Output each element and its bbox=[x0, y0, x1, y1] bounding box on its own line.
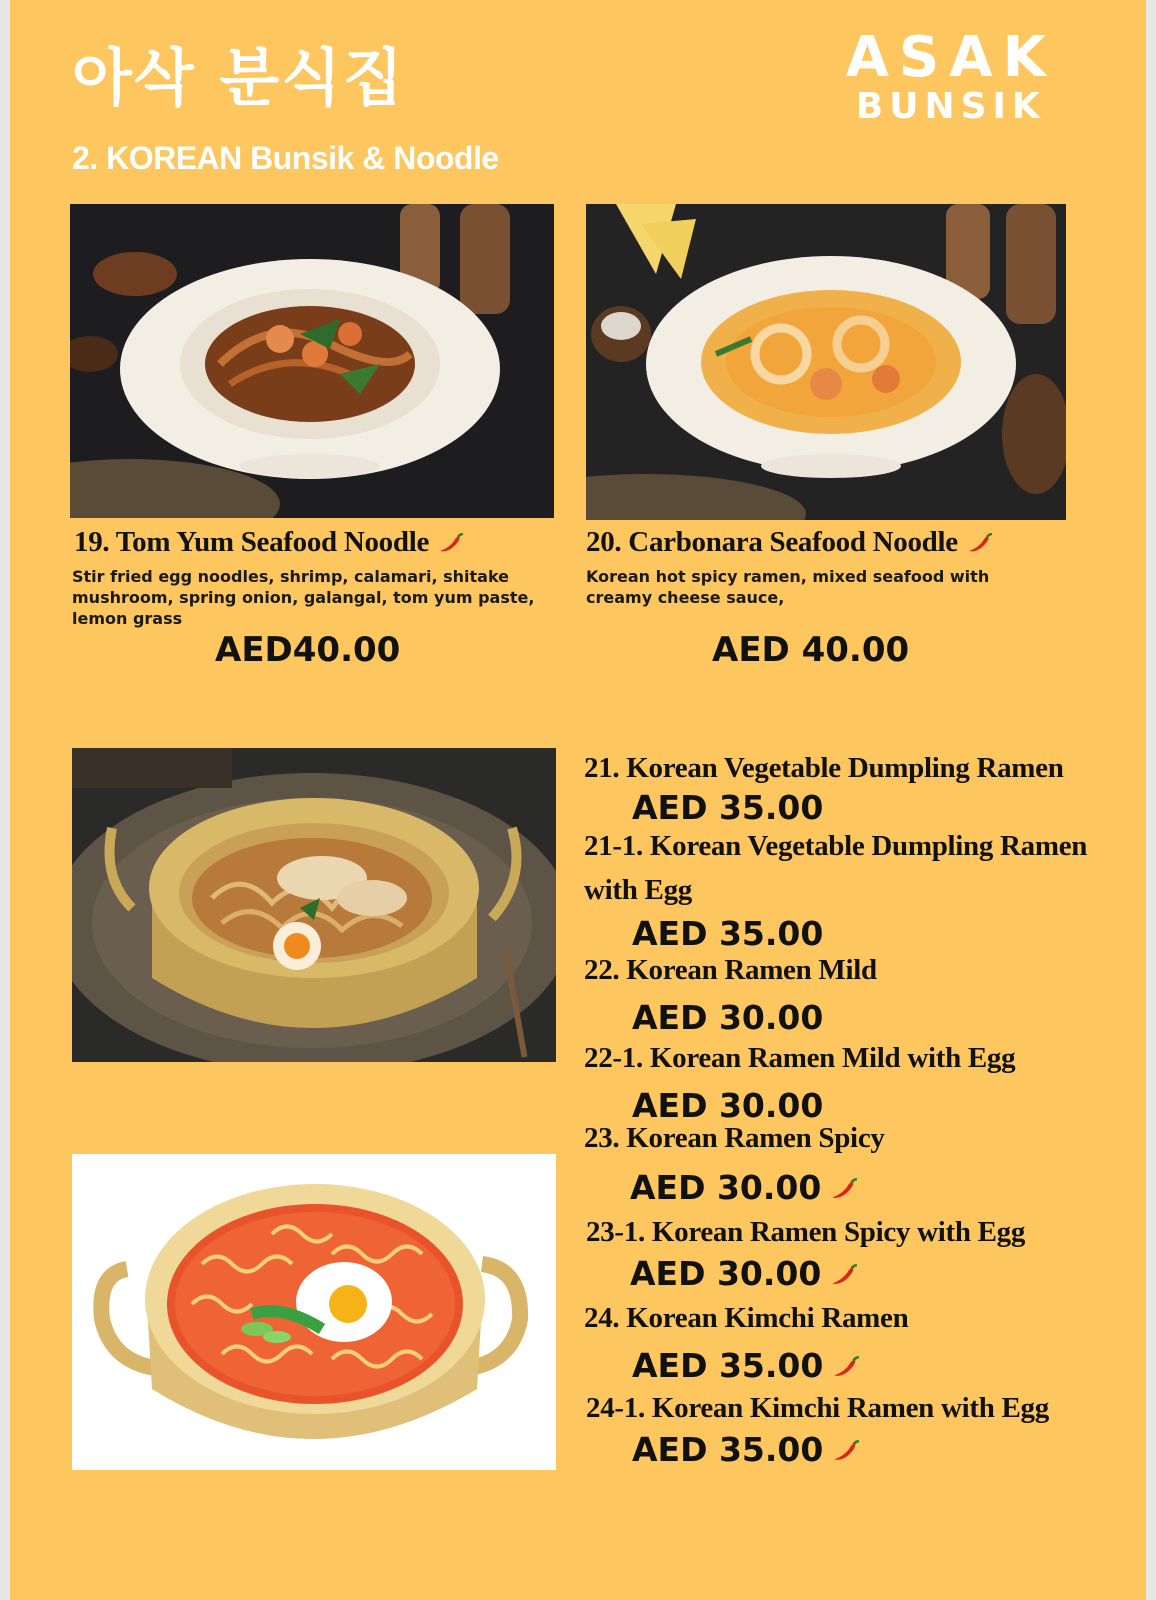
ramen-21-1-name: 21-1. Korean Vegetable Dumpling Ramen bbox=[584, 830, 1088, 862]
ramen-22-1-price: AED 30.00 bbox=[632, 1086, 824, 1125]
tom-yum-noodle-photo bbox=[70, 204, 554, 518]
brand-korean-title: 아삭 분식집 bbox=[72, 41, 406, 114]
ramen-23-1-name: 23-1. Korean Ramen Spicy with Egg bbox=[586, 1216, 1026, 1248]
ramen-24-1-name: 24-1. Korean Kimchi Ramen with Egg bbox=[586, 1392, 1049, 1424]
section-title: 2. KOREAN Bunsik & Noodle bbox=[72, 140, 499, 176]
ramen-24-name: 24. Korean Kimchi Ramen bbox=[584, 1302, 909, 1334]
ramen-21-1-name-line2: with Egg bbox=[584, 874, 692, 906]
ramen-21-price: AED 35.00 bbox=[632, 788, 824, 827]
logo-line-2: BUNSIK bbox=[855, 86, 1046, 127]
ramen-23-price-value: AED 30.00 bbox=[630, 1168, 822, 1207]
ramen-24-price bbox=[632, 1346, 861, 1385]
item-19-description: Stir fried egg noodles, shrimp, calamari, shitake mushroom, spring onion, galangal, tom yum paste, lemon grass bbox=[72, 567, 535, 628]
dumpling-ramen-photo bbox=[72, 748, 556, 1062]
ramen-24-price-value: AED 35.00 bbox=[632, 1346, 824, 1385]
chili-pepper-icon bbox=[437, 533, 465, 555]
item-19-title bbox=[74, 526, 465, 559]
chili-pepper-icon bbox=[831, 1440, 861, 1464]
item-19-price: AED40.00 bbox=[215, 630, 401, 670]
item-20-title bbox=[586, 526, 994, 559]
chili-pepper-icon bbox=[829, 1178, 859, 1202]
item-20-price: AED 40.00 bbox=[712, 630, 910, 670]
item-19-name: 19. Tom Yum Seafood Noodle bbox=[74, 526, 430, 558]
ramen-21-1-price: AED 35.00 bbox=[632, 914, 824, 953]
ramen-22-1-name: 22-1. Korean Ramen Mild with Egg bbox=[584, 1042, 1016, 1074]
logo-line-1: ASAK bbox=[845, 25, 1056, 90]
ramen-24-1-price-value: AED 35.00 bbox=[632, 1430, 824, 1469]
ramen-24-1-price bbox=[632, 1430, 861, 1469]
chili-pepper-icon bbox=[831, 1356, 861, 1380]
chili-pepper-icon bbox=[966, 533, 994, 555]
ramen-23-1-price bbox=[630, 1254, 859, 1293]
ramen-illustration bbox=[72, 1154, 556, 1470]
ramen-23-1-price-value: AED 30.00 bbox=[630, 1254, 822, 1293]
chili-pepper-icon bbox=[829, 1264, 859, 1288]
ramen-22-name: 22. Korean Ramen Mild bbox=[584, 954, 877, 986]
asak-bunsik-logo bbox=[845, 25, 1056, 127]
item-20-name: 20. Carbonara Seafood Noodle bbox=[586, 526, 958, 558]
ramen-23-name: 23. Korean Ramen Spicy bbox=[584, 1122, 885, 1154]
item-20-description: Korean hot spicy ramen, mixed seafood with creamy cheese sauce, bbox=[586, 567, 990, 607]
ramen-23-price bbox=[630, 1168, 859, 1207]
carbonara-noodle-photo bbox=[586, 204, 1066, 520]
menu-page bbox=[10, 0, 1146, 1600]
ramen-22-price: AED 30.00 bbox=[632, 998, 824, 1037]
ramen-21-name: 21. Korean Vegetable Dumpling Ramen bbox=[584, 752, 1064, 784]
